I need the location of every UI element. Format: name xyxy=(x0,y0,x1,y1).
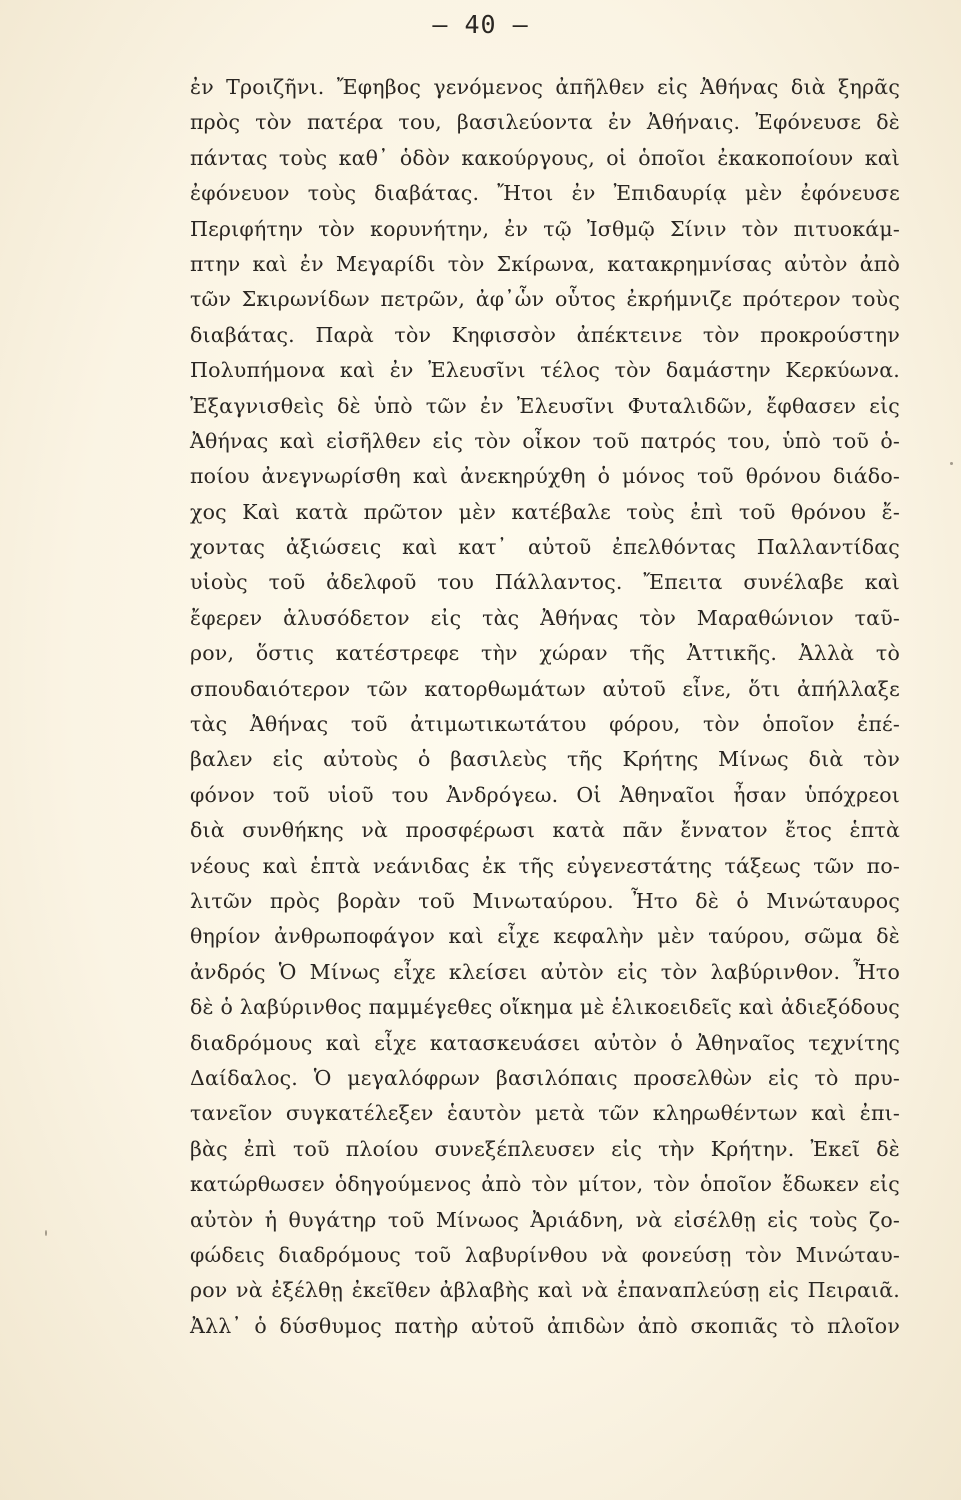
text-line: πτην καὶ ἐν Μεγαρίδι τὸν Σκίρωνα, κατακρημνίσας αὐτὸν ἀπὸ xyxy=(190,251,900,276)
ink-speck xyxy=(45,1230,47,1236)
text-line: ρον νὰ ἐξέλθῃ ἐκεῖθεν ἀβλαβὴς καὶ νὰ ἐπαναπλεύσῃ εἰς Πειραιᾶ. xyxy=(190,1278,900,1303)
text-line: ἐν Τροιζῆνι. Ἔφηβος γενόμενος ἀπῆλθεν εἰς Ἀθήνας διὰ ξηρᾶς xyxy=(190,75,900,99)
text-line: Ἀθήνας καὶ εἰσῆλθεν εἰς τὸν οἶκον τοῦ πατρός του, ὑπὸ τοῦ ὁ- xyxy=(190,428,900,453)
body-text xyxy=(190,70,900,1344)
text-line: ἔφερεν ἁλυσόδετον εἰς τὰς Ἀθήνας τὸν Μαραθώνιον ταῦ- xyxy=(190,605,900,630)
text-line: αὐτὸν ἡ θυγάτηρ τοῦ Μίνωος Ἀριάδνη, νὰ εἰσέλθῃ εἰς τοὺς ζο- xyxy=(190,1207,900,1232)
text-line: βαλεν εἰς αὐτοὺς ὁ βασιλεὺς τῆς Κρήτης Μίνως διὰ τὸν xyxy=(190,747,900,772)
text-line: χος Καὶ κατὰ πρῶτον μὲν κατέβαλε τοὺς ἐπὶ τοῦ θρόνου ἔ- xyxy=(190,499,900,524)
text-line: τανεῖον συγκατέλεξεν ἑαυτὸν μετὰ τῶν κληρωθέντων καὶ ἐπι- xyxy=(190,1101,900,1126)
text-line: θηρίον ἀνθρωποφάγον καὶ εἶχε κεφαλὴν μὲν ταύρου, σῶμα δὲ xyxy=(190,924,900,949)
text-line: ποίου ἀνεγνωρίσθη καὶ ἀνεκηρύχθη ὁ μόνος τοῦ θρόνου διάδο- xyxy=(190,464,900,489)
text-line: τῶν Σκιρωνίδων πετρῶν, ἀφ᾽ὧν οὗτος ἐκρήμνιζε πρότερον τοὺς xyxy=(190,287,900,312)
text-line: Ἐξαγνισθεὶς δὲ ὑπὸ τῶν ἐν Ἐλευσῖνι Φυταλιδῶν, ἔφθασεν εἰς xyxy=(190,393,900,418)
text-line: διαδρόμους καὶ εἶχε κατασκευάσει αὐτὸν ὁ Ἀθηναῖος τεχνίτης xyxy=(190,1030,900,1055)
text-line: διὰ συνθήκης νὰ προσφέρωσι κατὰ πᾶν ἔννατον ἔτος ἑπτὰ xyxy=(190,818,900,843)
text-line: διαβάτας. Παρὰ τὸν Κηφισσὸν ἀπέκτεινε τὸν προκρούστην xyxy=(190,322,900,347)
text-line: σπουδαιότερον τῶν κατορθωμάτων αὐτοῦ εἶνε, ὅτι ἀπήλλαξε xyxy=(190,676,900,701)
text-line: ρον, ὅστις κατέστρεφε τὴν χώραν τῆς Ἀττικῆς. Ἀλλὰ τὸ xyxy=(190,641,900,666)
text-line: υἱοὺς τοῦ ἀδελφοῦ του Πάλλαντος. Ἔπειτα συνέλαβε καὶ xyxy=(190,570,900,595)
text-line: χοντας ἀξιώσεις καὶ κατ᾽ αὐτοῦ ἐπελθόντας Παλλαντίδας xyxy=(190,535,900,560)
text-line: Πολυπήμονα καὶ ἐν Ἐλευσῖνι τέλος τὸν δαμάστην Κερκύωνα. xyxy=(190,358,900,383)
text-line: κατώρθωσεν ὁδηγούμενος ἀπὸ τὸν μίτον, τὸν ὁποῖον ἔδωκεν εἰς xyxy=(190,1172,900,1197)
text-line: δὲ ὁ λαβύρινθος παμμέγεθες οἴκημα μὲ ἑλικοειδεῖς καὶ ἀδιεξόδους xyxy=(190,995,900,1020)
text-line: πάντας τοὺς καθ᾽ ὁδὸν κακούργους, οἱ ὁποῖοι ἐκακοποίουν καὶ xyxy=(190,145,900,170)
text-line: Δαίδαλος. Ὁ μεγαλόφρων βασιλόπαις προσελθὼν εἰς τὸ πρυ- xyxy=(190,1065,900,1090)
text-line: λιτῶν πρὸς βορὰν τοῦ Μινωταύρου. Ἦτο δὲ ὁ Μινώταυρος xyxy=(190,888,900,913)
text-line: Περιφήτην τὸν κορυνήτην, ἐν τῷ Ἰσθμῷ Σίνιν τὸν πιτυοκάμ- xyxy=(190,216,900,241)
text-line: φόνον τοῦ υἱοῦ του Ἀνδρόγεω. Οἱ Ἀθηναῖοι ἦσαν ὑπόχρεοι xyxy=(190,782,900,807)
text-line: ἐφόνευον τοὺς διαβάτας. Ἤτοι ἐν Ἐπιδαυρίᾳ μὲν ἐφόνευσε xyxy=(190,181,900,206)
text-line: Ἀλλ᾽ ὁ δύσθυμος πατὴρ αὐτοῦ ἀπιδὼν ἀπὸ σκοπιᾶς τὸ πλοῖον xyxy=(190,1313,900,1338)
text-line: ἀνδρός Ὁ Μίνως εἶχε κλείσει αὐτὸν εἰς τὸν λαβύρινθον. Ἦτο xyxy=(190,959,900,984)
page-number: — 40 — xyxy=(432,10,529,39)
text-line: φώδεις διαδρόμους τοῦ λαβυρίνθου νὰ φονεύσῃ τὸν Μινώταυ- xyxy=(190,1242,900,1267)
text-line: πρὸς τὸν πατέρα του, βασιλεύοντα ἐν Ἀθήναις. Ἐφόνευσε δὲ xyxy=(190,110,900,135)
text-line: βὰς ἐπὶ τοῦ πλοίου συνεξέπλευσεν εἰς τὴν Κρήτην. Ἐκεῖ δὲ xyxy=(190,1136,900,1161)
text-line: τὰς Ἀθήνας τοῦ ἀτιμωτικωτάτου φόρου, τὸν ὁποῖον ἐπέ- xyxy=(190,712,900,737)
text-line: νέους καὶ ἑπτὰ νεάνιδας ἐκ τῆς εὐγενεστάτης τάξεως τῶν πο- xyxy=(190,853,900,878)
ink-speck xyxy=(950,462,953,465)
